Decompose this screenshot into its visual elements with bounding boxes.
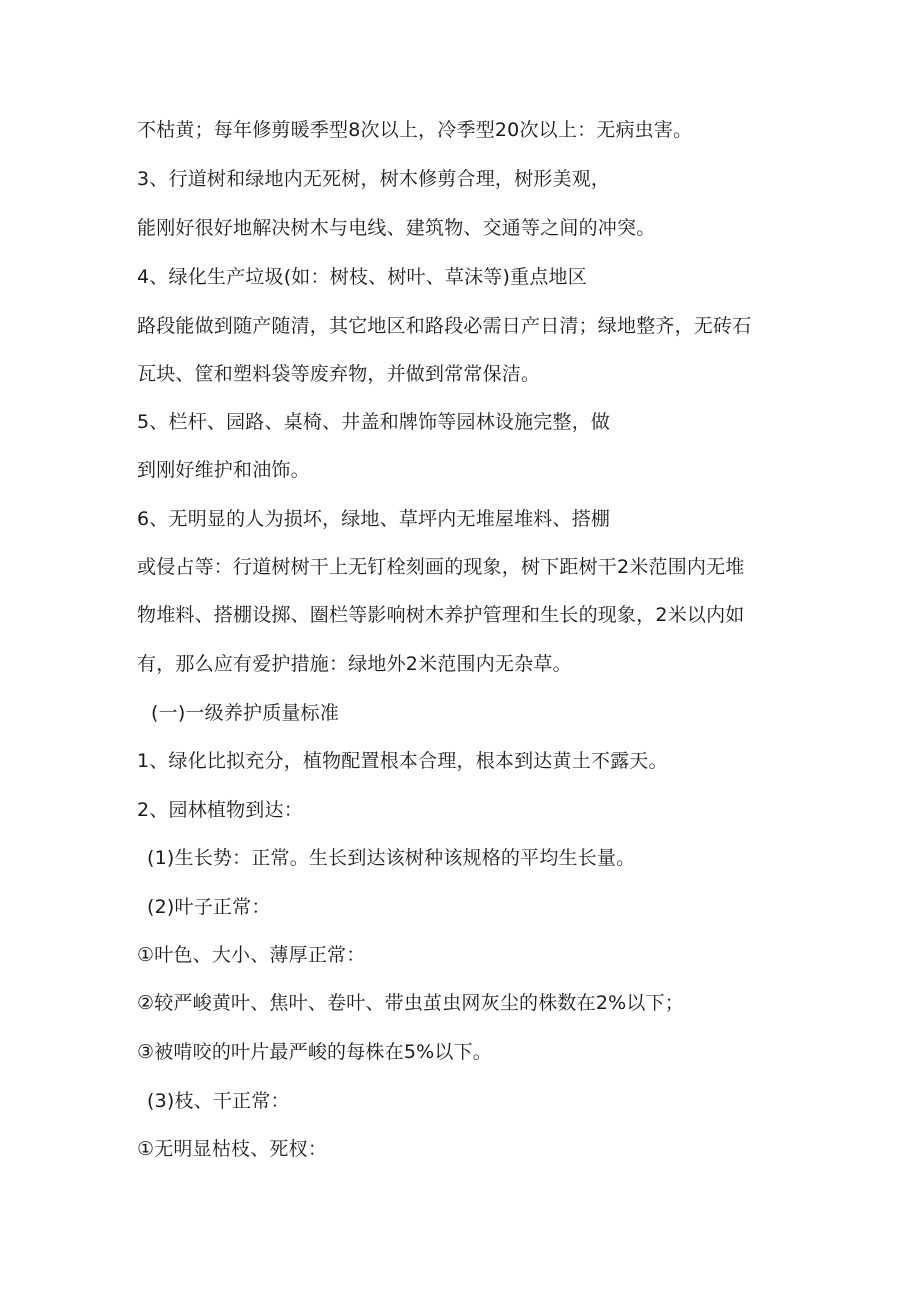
text-line: ③被啃咬的叶片最严峻的每株在5%以下。	[137, 1041, 492, 1063]
text-line: 能刚好很好地解决树木与电线、建筑物、交通等之间的冲突。	[137, 217, 656, 239]
text-line: 不枯黄；每年修剪暖季型8次以上，冷季型20次以上：无病虫害。	[137, 119, 693, 141]
text-line: 到刚好维护和油饰。	[137, 459, 310, 481]
text-line: (1)生长势：正常。生长到达该树种该规格的平均生长量。	[147, 847, 636, 869]
text-line: 5、栏杆、园路、桌椅、井盖和牌饰等园林设施完整，做	[137, 411, 611, 433]
section-heading: (一)一级养护质量标准	[151, 702, 340, 724]
text-line: (2)叶子正常：	[147, 896, 271, 918]
text-line: 有，那么应有爱护措施：绿地外2米范围内无杂草。	[137, 653, 572, 675]
text-line: 2、园林植物到达：	[137, 799, 303, 821]
text-line: 4、绿化生产垃圾(如：树枝、树叶、草沫等)重点地区	[137, 266, 587, 288]
text-line: ②较严峻黄叶、焦叶、卷叶、带虫茧虫网灰尘的株数在2%以下；	[137, 992, 684, 1014]
text-line: 1、绿化比拟充分，植物配置根本合理，根本到达黄土不露天。	[137, 750, 668, 772]
text-line: 或侵占等：行道树树干上无钉栓刻画的现象，树下距树干2米范围内无堆	[137, 556, 745, 578]
text-line: ①叶色、大小、薄厚正常：	[137, 944, 366, 966]
text-line: 物堆料、搭棚设掷、圈栏等影响树木养护管理和生长的现象，2米以内如	[137, 604, 745, 626]
text-line: 6、无明显的人为损坏，绿地、草坪内无堆屋堆料、搭棚	[137, 508, 611, 530]
text-line: 路段能做到随产随清，其它地区和路段必需日产日清；绿地整齐，无砖石	[137, 315, 752, 337]
text-line: 3、行道树和绿地内无死树，树木修剪合理，树形美观，	[137, 168, 611, 190]
text-line: ①无明显枯枝、死杈：	[137, 1138, 328, 1160]
text-line: (3)枝、干正常：	[147, 1090, 290, 1112]
text-line: 瓦块、筐和塑料袋等废弃物，并做到常常保洁。	[137, 363, 541, 385]
